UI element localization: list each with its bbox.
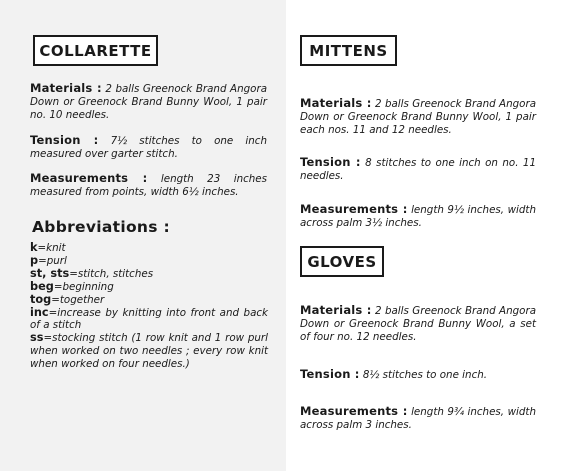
measurements-label: Measurements : [300, 404, 408, 418]
right-page [286, 0, 570, 471]
materials-label: Materials : [300, 303, 372, 317]
gloves-heading: GLOVES [300, 246, 384, 277]
abbreviation-item: st, sts=stitch, stitches [30, 266, 154, 280]
abbreviation-item: ss=stocking stitch (1 row knit and 1 row purl when worked on two needles ; every row knit when worked on four needles.) [30, 331, 268, 371]
measurements-label: Measurements : [300, 202, 408, 216]
tension-label: Tension : [300, 367, 360, 381]
collarette-heading: COLLARETTE [33, 35, 158, 66]
mittens-measurements [300, 203, 536, 230]
measurements-text: length 9½ inches, width across palm 3½ inches. [300, 204, 536, 229]
gloves-measurements [300, 405, 536, 432]
materials-text: 2 balls Greenock Brand Angora Down or Greenock Brand Bunny Wool, a set of four no. 12 needles. [300, 305, 537, 343]
abbreviation-item: inc=increase by knitting into front and back of a stitch [30, 305, 268, 332]
collarette-materials [30, 82, 267, 122]
abbreviation-item: k=knit [30, 241, 66, 254]
abbreviations-list [30, 242, 268, 371]
tension-text: 7½ stitches to one inch measured over garter stitch. [30, 135, 267, 160]
materials-label: Materials : [30, 81, 102, 95]
measurements-text: length 23 inches measured from points, width 6½ inches. [30, 173, 267, 198]
collarette-tension [30, 134, 267, 161]
measurements-text: length 9¾ inches, width across palm 3 inches. [300, 406, 536, 431]
materials-text: 2 balls Greenock Brand Angora Down or Greenock Brand Bunny Wool, 1 pair no. 10 needles. [30, 83, 268, 121]
collarette-measurements [30, 172, 267, 199]
tension-label: Tension : [300, 155, 361, 169]
mittens-materials [300, 97, 536, 137]
tension-text: 8 stitches to one inch on no. 11 needles. [300, 157, 536, 182]
gloves-materials [300, 304, 536, 344]
tension-text: 8½ stitches to one inch. [362, 369, 488, 381]
abbreviation-item: tog=together [30, 292, 105, 306]
measurements-label: Measurements : [30, 171, 148, 185]
tension-label: Tension : [30, 133, 99, 147]
abbreviation-item: p=purl [30, 253, 67, 267]
materials-label: Materials : [300, 96, 372, 110]
materials-text: 2 balls Greenock Brand Angora Down or Greenock Brand Bunny Wool, 1 pair each nos. 11 and 12 needles. [300, 98, 537, 136]
mittens-heading: MITTENS [300, 35, 397, 66]
abbreviations-title: Abbreviations : [32, 218, 170, 236]
mittens-tension [300, 156, 536, 183]
gloves-tension [300, 368, 536, 382]
abbreviation-item: beg=beginning [30, 279, 114, 293]
